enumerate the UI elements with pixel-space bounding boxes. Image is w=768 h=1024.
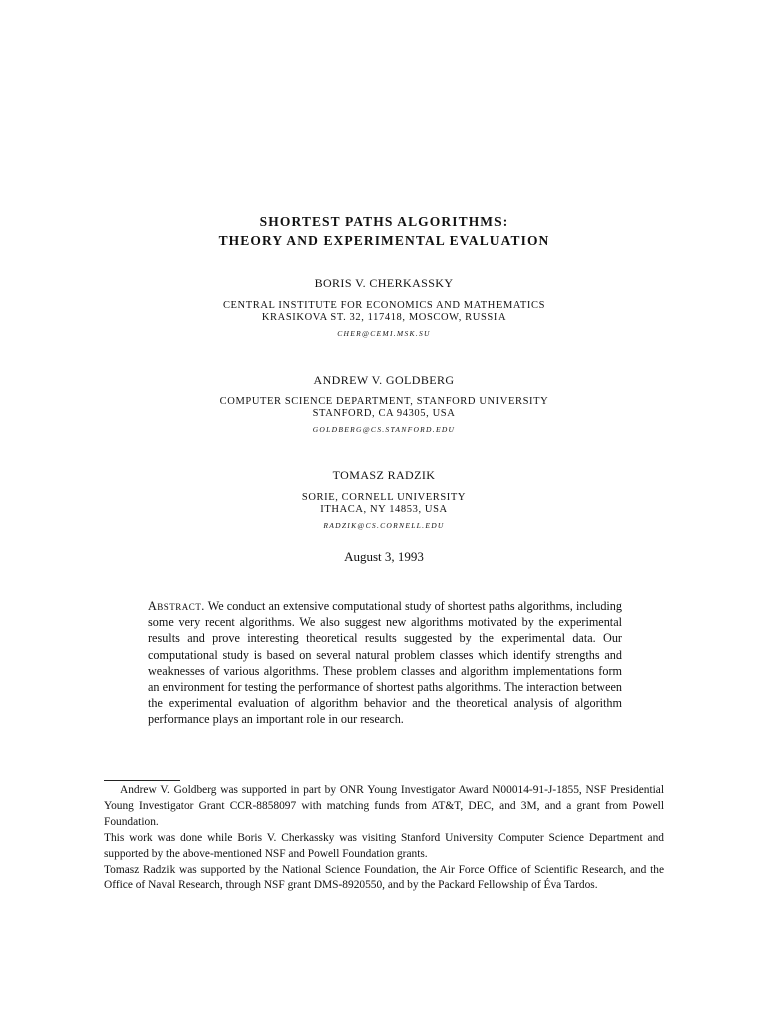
affiliation-goldberg-line-2: STANFORD, CA 94305, USA — [312, 408, 456, 419]
abstract-text: We conduct an extensive computational study of shortest paths algorithms, including some very recent algorithms. We also suggest new algorithms motivated by the experimental results and prove interesting theoretical results suggested by the experimental data. Our computational study is based on several natural problem classes which identify strengths and weaknesses of various algorithms. These problem classes and algorithm implementations form an environment for testing the performance of shortest paths algorithms. The interaction between the experimental evaluation of algorithm behavior and the theoretical analysis of algorithm performance plays an important role in our research. — [148, 599, 622, 727]
affiliation-goldberg-line-1: COMPUTER SCIENCE DEPARTMENT, STANFORD UNIVERSITY — [219, 396, 549, 407]
footnotes — [104, 783, 664, 894]
affiliation-radzik-line-2: ITHACA, NY 14853, USA — [320, 504, 448, 515]
footnote-goldberg-funding: Andrew V. Goldberg was supported in part by ONR Young Investigator Award N00014-91-J-1855, NSF Presidential Young Investigator Grant CCR-8858097 with matching funds from AT&T, DEC, and 3M, and a grant from Powell Foundation. — [104, 784, 664, 828]
abstract-label: Abstract. — [148, 599, 205, 613]
paper-title-line-1: SHORTEST PATHS ALGORITHMS: — [259, 214, 509, 229]
paper-title-line-2: THEORY AND EXPERIMENTAL EVALUATION — [218, 233, 550, 248]
footnote-rule — [104, 780, 180, 781]
footnote-radzik-funding: Tomasz Radzik was supported by the National Science Foundation, the Air Force Office of Scientific Research, and the Office of Naval Research, through NSF grant DMS-8920550, and by the Packard Fellowship of Éva Tardos. — [104, 863, 664, 892]
email-radzik: RADZIK@CS.CORNELL.EDU — [323, 521, 445, 530]
email-goldberg: GOLDBERG@CS.STANFORD.EDU — [312, 425, 456, 434]
author-name-goldberg: ANDREW V. GOLDBERG — [313, 373, 455, 387]
author-name-radzik: TOMASZ RADZIK — [332, 468, 436, 482]
email-cherkassky: CHER@CEMI.MSK.SU — [337, 329, 431, 338]
footnote-cherkassky-visit: This work was done while Boris V. Cherkassky was visiting Stanford University Computer Science Department and supported by the above-mentioned NSF and Powell Foundation grants. — [104, 831, 664, 860]
abstract — [148, 598, 622, 728]
affiliation-radzik-line-1: SORIE, CORNELL UNIVERSITY — [301, 492, 467, 503]
paper-date: August 3, 1993 — [344, 549, 424, 564]
affiliation-cherkassky-line-2: KRASIKOVA ST. 32, 117418, MOSCOW, RUSSIA — [261, 312, 507, 323]
affiliation-cherkassky-line-1: CENTRAL INSTITUTE FOR ECONOMICS AND MATHEMATICS — [222, 300, 546, 311]
author-name-cherkassky: BORIS V. CHERKASSKY — [314, 276, 454, 290]
